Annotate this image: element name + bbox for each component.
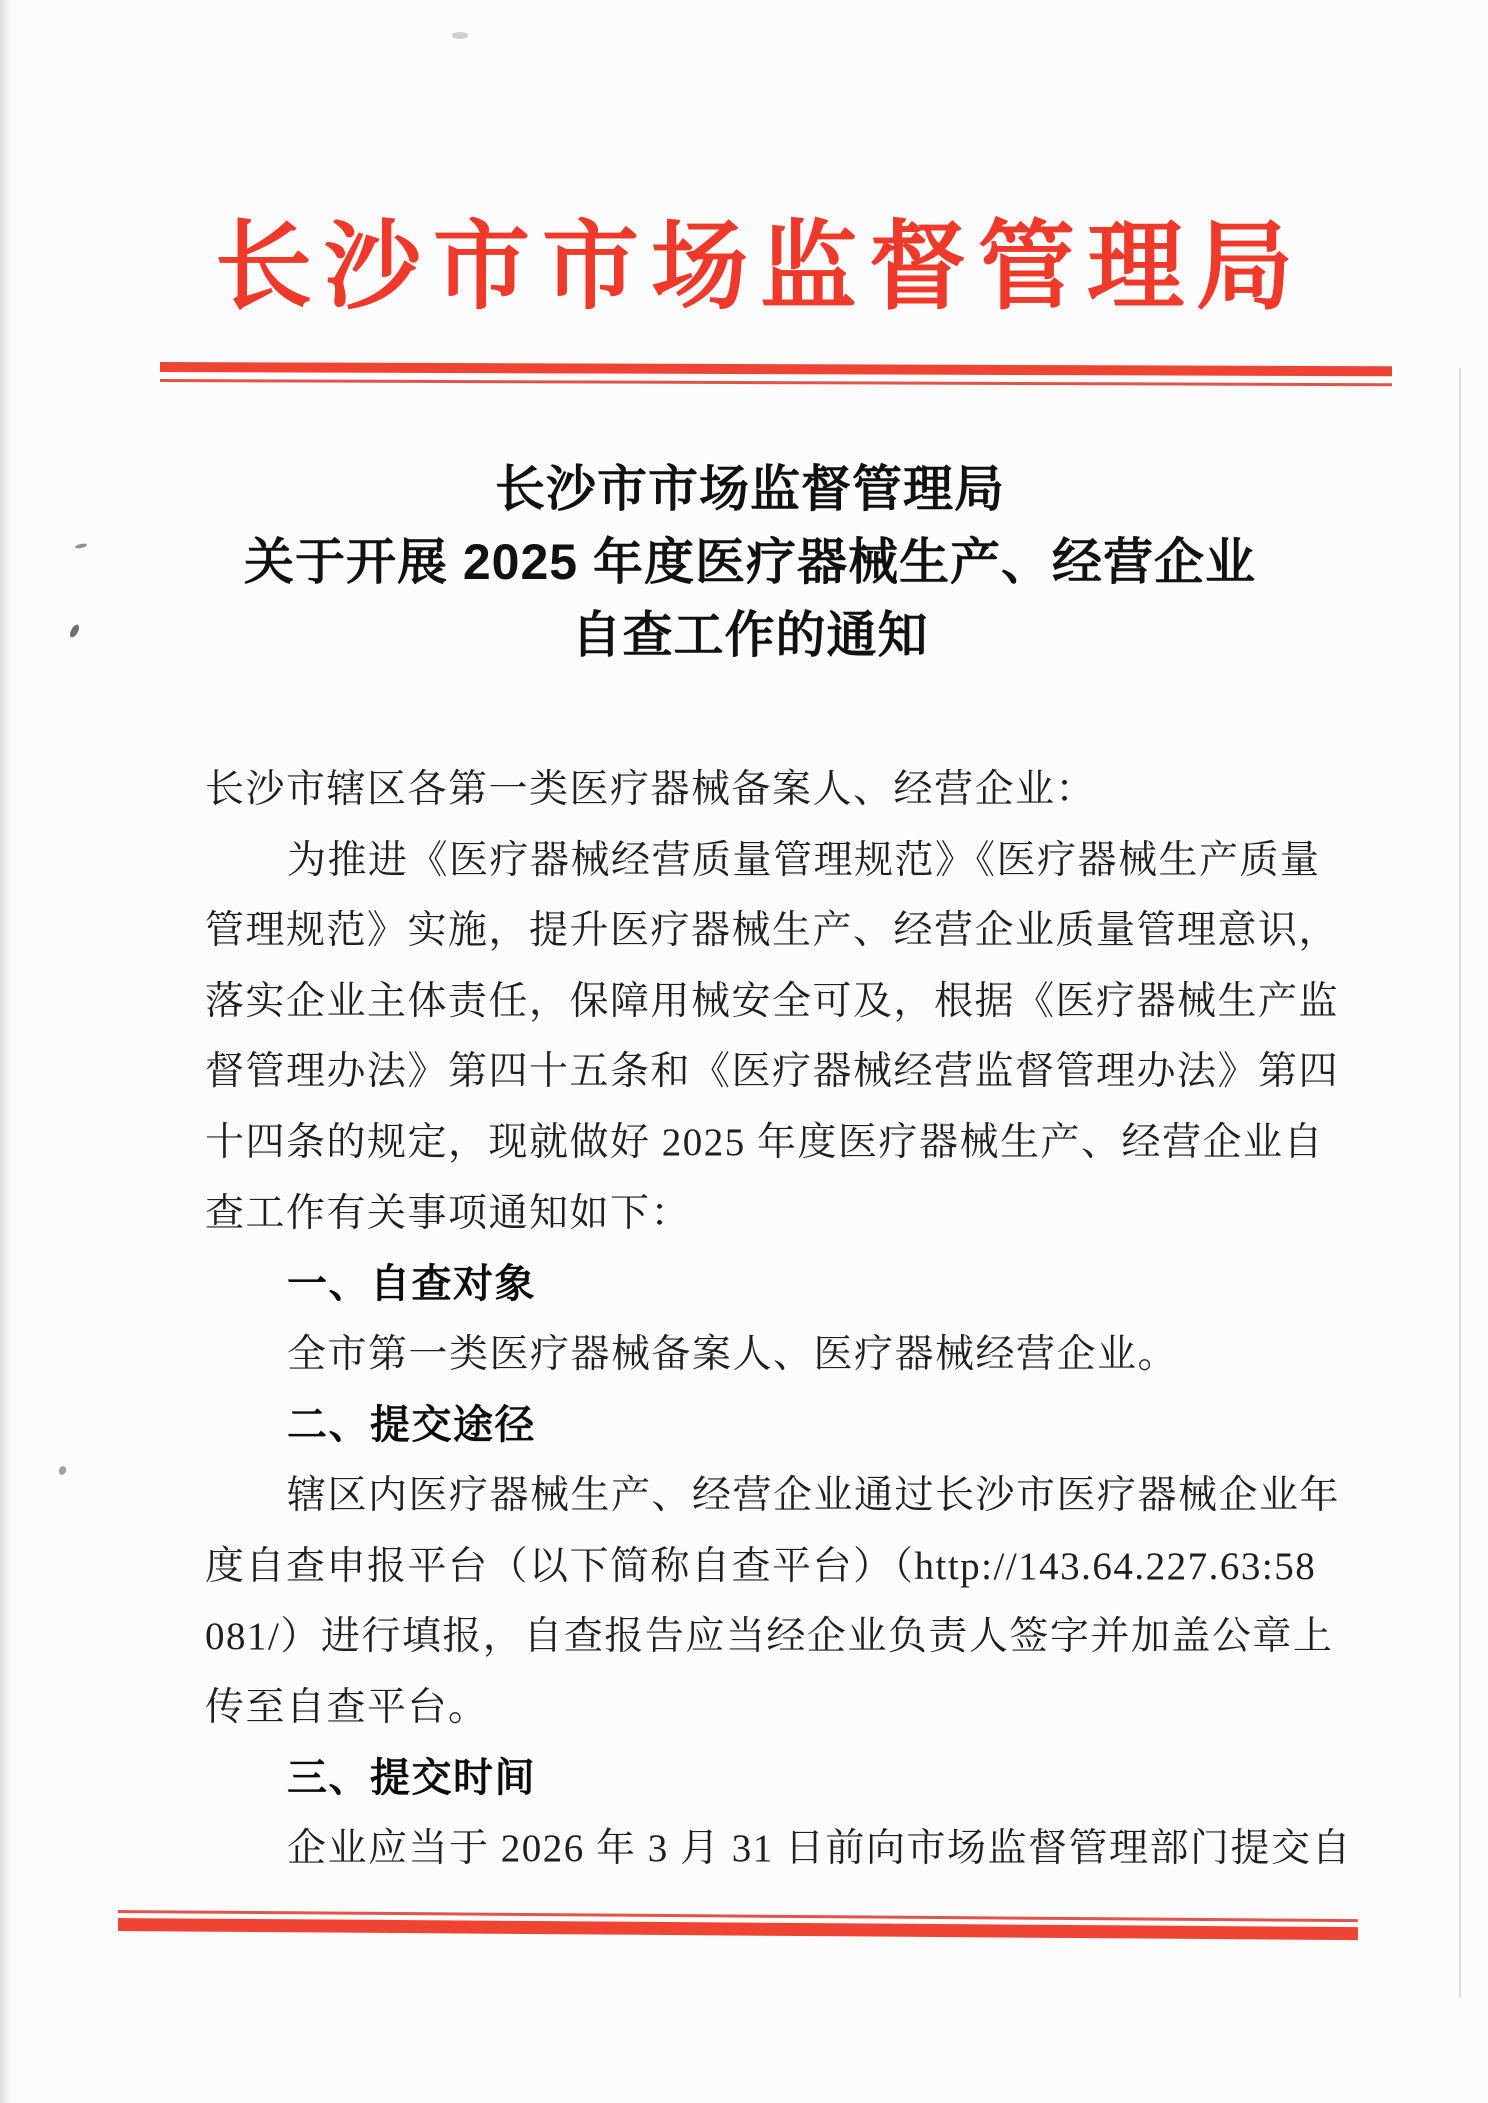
- document-title-line-3: 自查工作的通知: [571, 607, 929, 663]
- document-body: [205, 755, 1353, 1885]
- scan-speck: [58, 1465, 67, 1476]
- body-line: 081/）进行填报，自查报告应当经企业负责人签字并加盖公章上: [205, 1615, 1334, 1659]
- body-line: 查工作有关事项通知如下：: [205, 1191, 692, 1235]
- body-line: 落实企业主体责任，保障用械安全可及，根据《医疗器械生产监: [205, 979, 1340, 1023]
- body-line: 督管理办法》第四十五条和《医疗器械经营监督管理办法》第四: [205, 1050, 1340, 1094]
- body-line: 管理规范》实施，提升医疗器械生产、经营企业质量管理意识，: [205, 909, 1340, 953]
- document-title-line-1: 长沙市市场监督管理局: [495, 461, 1005, 517]
- document-title-line-2: 关于开展 2025 年度医疗器械生产、经营企业: [243, 534, 1256, 590]
- scan-left-edge-shadow: [0, 0, 11, 2103]
- section-heading-1: 一、自查对象: [287, 1262, 536, 1307]
- letterhead-rule-thin: [160, 379, 1392, 386]
- body-line: 传至自查平台。: [205, 1685, 489, 1729]
- salutation-line: 长沙市辖区各第一类医疗器械备案人、经营企业：: [205, 768, 1097, 811]
- body-line: 全市第一类医疗器械备案人、医疗器械经营企业。: [287, 1332, 1179, 1376]
- section-heading-2: 二、提交途径: [287, 1403, 536, 1448]
- scan-speck: [452, 32, 468, 39]
- section-heading-3: 三、提交时间: [287, 1756, 536, 1801]
- body-line: 为推进《医疗器械经营质量管理规范》《医疗器械生产质量: [287, 838, 1321, 882]
- body-line: 十四条的规定，现就做好 2025 年度医疗器械生产、经营企业自: [205, 1120, 1325, 1164]
- body-line: 企业应当于 2026 年 3 月 31 日前向市场监督管理部门提交自: [287, 1826, 1353, 1870]
- body-line: 辖区内医疗器械生产、经营企业通过长沙市医疗器械企业年: [287, 1473, 1341, 1517]
- scan-right-page-edge: [1459, 368, 1461, 1998]
- body-line: 度自查申报平台（以下简称自查平台）（http://143.64.227.63:58: [205, 1544, 1317, 1588]
- letterhead-rule-thick: [160, 362, 1392, 376]
- letterhead-agency-name: 长沙市市场监督管理局: [215, 214, 1305, 321]
- footer-rule-thick: [118, 1918, 1358, 1940]
- document-title: [60, 453, 1440, 672]
